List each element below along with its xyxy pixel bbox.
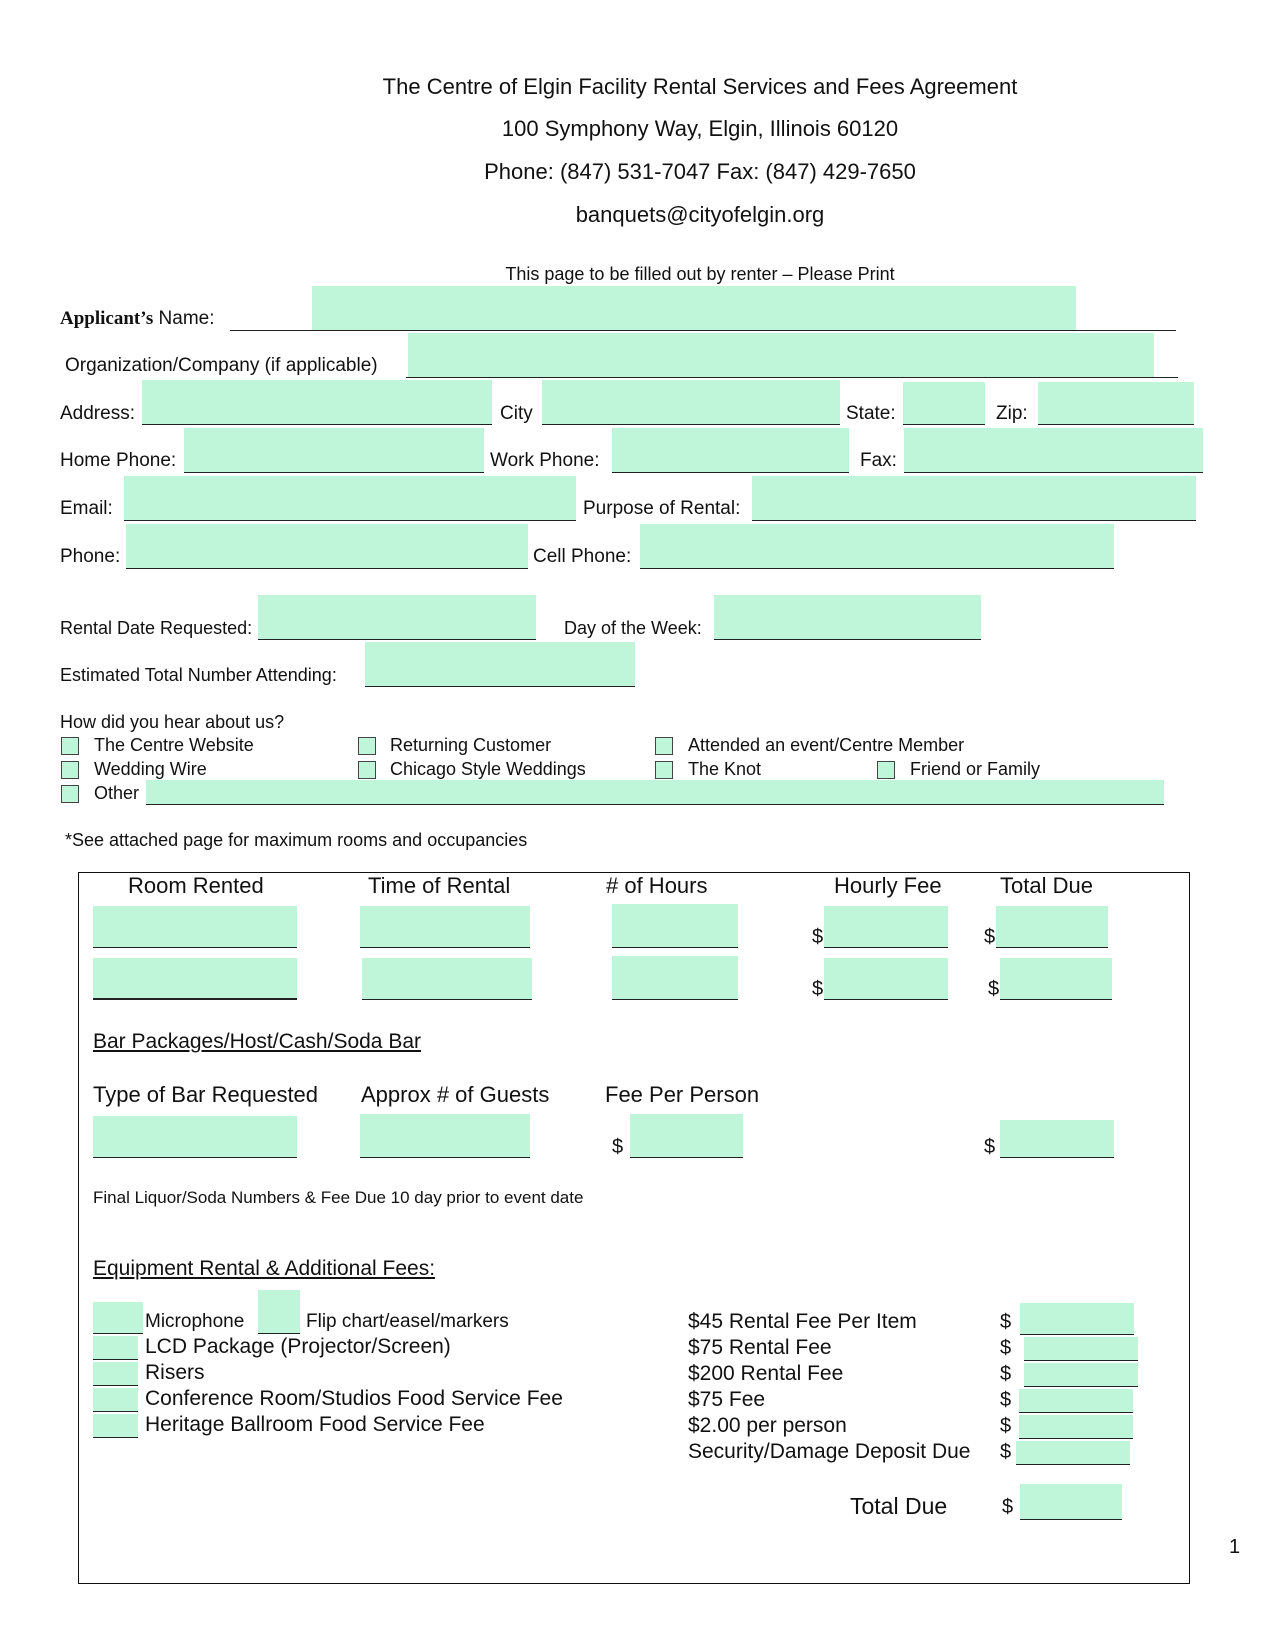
time-of-rental-1[interactable] (360, 906, 530, 948)
header-approx-guests: Approx # of Guests (361, 1082, 550, 1107)
item-risers: Risers (145, 1361, 205, 1384)
cell-phone-field[interactable] (640, 524, 1114, 569)
currency-hourly-1: $ (812, 926, 824, 948)
checkbox-other[interactable] (61, 785, 79, 803)
currency-fee-1: $ (1000, 1311, 1012, 1333)
header-time-of-rental: Time of Rental (368, 873, 511, 898)
option-other: Other (94, 783, 140, 803)
applicant-name-field[interactable] (312, 286, 1076, 331)
header-hourly-fee: Hourly Fee (834, 873, 942, 898)
currency-hourly-2: $ (812, 978, 824, 1000)
state-field[interactable] (903, 382, 985, 425)
facility-email: banquets@cityofelgin.org (575, 202, 825, 227)
work-phone-label: Work Phone: (490, 450, 600, 471)
phone-field[interactable] (126, 524, 528, 569)
header-fee-per-person: Fee Per Person (605, 1082, 760, 1107)
checkbox-attended-event[interactable] (655, 737, 673, 755)
fee-risers: $200 Rental Fee (688, 1362, 844, 1385)
conference-food-qty[interactable] (93, 1388, 138, 1412)
room-rented-1[interactable] (93, 906, 297, 948)
org-underline-right (1154, 377, 1178, 378)
item-flip-chart: Flip chart/easel/markers (306, 1311, 509, 1332)
header-room-rented: Room Rented (128, 873, 264, 898)
total-due-label: Total Due (850, 1493, 948, 1519)
day-of-week-label: Day of the Week: (564, 618, 702, 638)
amount-microphone[interactable] (1020, 1303, 1134, 1335)
applicant-label-name: Name: (153, 308, 215, 329)
checkbox-chicago-style-weddings[interactable] (358, 761, 376, 779)
checkbox-returning-customer[interactable] (358, 737, 376, 755)
time-of-rental-2[interactable] (362, 958, 532, 1000)
hear-question: How did you hear about us? (60, 712, 285, 732)
currency-total-2: $ (988, 978, 1000, 1000)
amount-heritage-food[interactable] (1019, 1415, 1133, 1439)
facility-phone-fax: Phone: (847) 531-7047 Fax: (847) 429-7650 (484, 159, 916, 184)
fee-microphone: $45 Rental Fee Per Item (688, 1310, 917, 1333)
hourly-fee-1[interactable] (824, 906, 948, 948)
city-field[interactable] (542, 380, 840, 425)
home-phone-field[interactable] (184, 428, 484, 473)
fee-per-person-field[interactable] (630, 1114, 743, 1158)
page-number: 1 (1229, 1536, 1241, 1558)
risers-qty[interactable] (93, 1362, 138, 1386)
item-lcd-package: LCD Package (Projector/Screen) (145, 1335, 451, 1358)
option-chicago-style-weddings: Chicago Style Weddings (390, 759, 586, 779)
email-field[interactable] (124, 476, 576, 521)
fee-security-deposit: Security/Damage Deposit Due (688, 1440, 971, 1463)
currency-bar-total: $ (984, 1136, 996, 1158)
equipment-title: Equipment Rental & Additional Fees: (93, 1257, 436, 1280)
item-conference-food: Conference Room/Studios Food Service Fee (145, 1387, 563, 1410)
fee-conference-food: $75 Fee (688, 1388, 766, 1411)
other-field[interactable] (146, 780, 1164, 805)
organization-field[interactable] (408, 333, 1154, 378)
purpose-label: Purpose of Rental: (583, 498, 741, 519)
state-label: State: (846, 403, 896, 424)
address-field[interactable] (142, 380, 492, 425)
header-num-hours: # of Hours (606, 873, 708, 898)
microphone-qty[interactable] (93, 1302, 143, 1334)
attending-label: Estimated Total Number Attending: (60, 665, 337, 685)
hours-1[interactable] (612, 904, 738, 948)
fax-field[interactable] (904, 428, 1203, 473)
home-phone-label: Home Phone: (60, 450, 177, 471)
currency-fee-5: $ (1000, 1415, 1012, 1437)
amount-lcd[interactable] (1024, 1337, 1138, 1361)
cell-phone-label: Cell Phone: (533, 546, 632, 567)
item-heritage-food: Heritage Ballroom Food Service Fee (145, 1413, 485, 1436)
lcd-package-qty[interactable] (93, 1336, 138, 1360)
currency-fee-3: $ (1000, 1363, 1012, 1385)
rental-date-field[interactable] (258, 595, 536, 640)
liquor-final-note: Final Liquor/Soda Numbers & Fee Due 10 day prior to event date (93, 1188, 584, 1207)
bar-total-field[interactable] (1000, 1120, 1114, 1158)
currency-fee-4: $ (1000, 1389, 1012, 1411)
fax-label: Fax: (860, 450, 897, 471)
room-rented-2[interactable] (93, 958, 297, 1000)
name-underline-left (230, 330, 312, 331)
currency-total-1: $ (984, 926, 996, 948)
fee-lcd: $75 Rental Fee (688, 1336, 832, 1359)
header-total-due: Total Due (1000, 873, 1093, 898)
amount-conference-food[interactable] (1019, 1389, 1133, 1413)
total-due-2[interactable] (1000, 958, 1112, 1000)
option-returning-customer: Returning Customer (390, 735, 552, 755)
organization-label: Organization/Company (if applicable) (65, 355, 378, 376)
occupancy-note: *See attached page for maximum rooms and occupancies (65, 830, 528, 850)
work-phone-field[interactable] (612, 428, 849, 473)
grand-total-field[interactable] (1020, 1484, 1122, 1520)
applicant-name-label (60, 308, 215, 330)
purpose-field[interactable] (752, 476, 1196, 521)
hourly-fee-2[interactable] (824, 958, 948, 1000)
email-label: Email: (60, 498, 113, 519)
option-friend-family: Friend or Family (910, 759, 1041, 779)
facility-address: 100 Symphony Way, Elgin, Illinois 60120 (501, 116, 899, 141)
header-bar-type: Type of Bar Requested (93, 1082, 319, 1107)
address-label: Address: (60, 403, 135, 424)
currency-grand-total: $ (1002, 1496, 1014, 1518)
option-the-knot: The Knot (688, 759, 762, 779)
amount-risers[interactable] (1024, 1363, 1138, 1387)
phone-label: Phone: (60, 546, 121, 567)
hours-2[interactable] (612, 956, 738, 1000)
option-attended-event: Attended an event/Centre Member (688, 735, 965, 755)
option-centre-website: The Centre Website (94, 735, 254, 755)
total-due-1[interactable] (996, 906, 1108, 948)
attending-field[interactable] (365, 642, 635, 687)
checkbox-wedding-wire[interactable] (61, 761, 79, 779)
currency-fee-2: $ (1000, 1337, 1012, 1359)
checkbox-the-knot[interactable] (655, 761, 673, 779)
form-title: The Centre of Elgin Facility Rental Services and Fees Agreement (382, 74, 1018, 99)
bar-packages-title: Bar Packages/Host/Cash/Soda Bar (93, 1030, 422, 1053)
item-microphone: Microphone (145, 1311, 245, 1332)
fill-instruction: This page to be filled out by renter – Please Print (505, 264, 895, 284)
checkbox-friend-family[interactable] (877, 761, 895, 779)
fee-heritage-food: $2.00 per person (688, 1414, 847, 1437)
city-label: City (500, 403, 533, 424)
approx-guests-field[interactable] (360, 1114, 530, 1158)
name-underline-right (1076, 330, 1176, 331)
zip-label: Zip: (996, 403, 1028, 424)
checkbox-centre-website[interactable] (61, 737, 79, 755)
currency-fee-per-person: $ (612, 1136, 624, 1158)
rental-date-label: Rental Date Requested: (60, 618, 253, 638)
option-wedding-wire: Wedding Wire (94, 759, 207, 779)
heritage-food-qty[interactable] (93, 1414, 138, 1438)
flip-chart-qty[interactable] (258, 1290, 300, 1334)
day-of-week-field[interactable] (714, 595, 981, 640)
zip-field[interactable] (1038, 382, 1194, 425)
applicant-label-bold: Applicant’s (60, 308, 154, 329)
amount-security-deposit[interactable] (1016, 1441, 1130, 1465)
currency-fee-6: $ (1000, 1441, 1012, 1463)
bar-type-field[interactable] (93, 1116, 297, 1158)
